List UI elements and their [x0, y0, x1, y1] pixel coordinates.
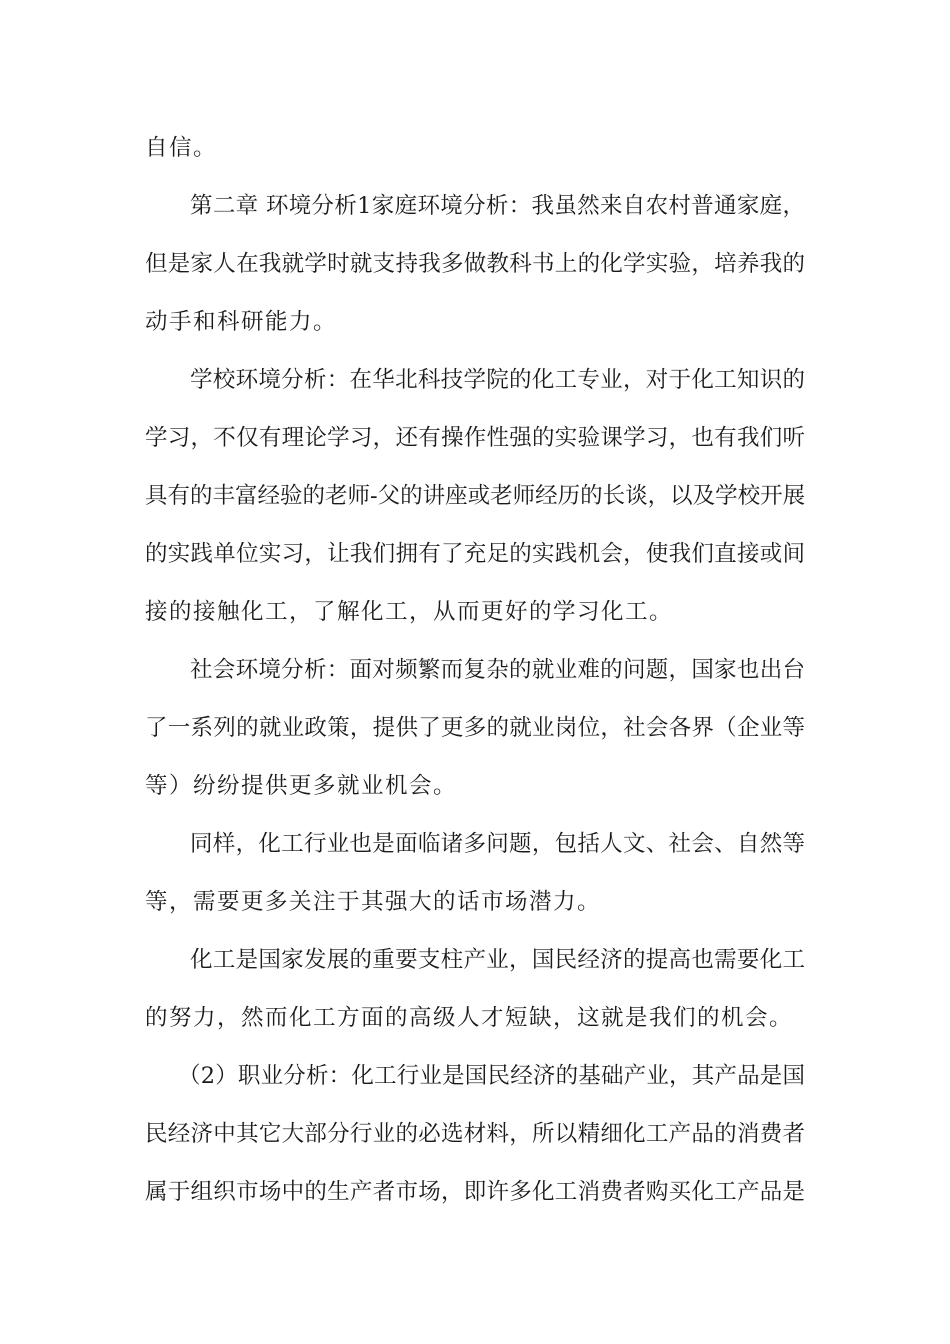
text-line: 具有的丰富经验的老师-父的讲座或老师经历的长谈，以及学校开展 [145, 483, 806, 509]
text-line: 化工是国家发展的重要支柱产业，国民经济的提高也需要化工 [190, 947, 805, 973]
text-line: 学校环境分析：在华北科技学院的化工专业，对于化工知识的 [190, 367, 805, 393]
text-line: 等，需要更多关注于其强大的话市场潜力。 [145, 889, 602, 915]
text-line: 等）纷纷提供更多就业机会。 [145, 773, 458, 799]
text-line: 动手和科研能力。 [145, 309, 338, 335]
text-line: （2）职业分析：化工行业是国民经济的基础产业，其产品是国 [178, 1063, 805, 1089]
text-line: 但是家人在我就学时就支持我多做教科书上的化学实验，培养我的 [145, 251, 805, 277]
text-line: 的努力，然而化工方面的高级人才短缺，这就是我们的机会。 [145, 1005, 794, 1031]
text-line: 社会环境分析：面对频繁而复杂的就业难的问题，国家也出台 [190, 657, 805, 683]
text-line: 属于组织市场中的生产者市场，即许多化工消费者购买化工产品是 [145, 1179, 805, 1205]
text-line: 学习，不仅有理论学习，还有操作性强的实验课学习，也有我们听 [145, 425, 805, 451]
text-line: 自信。 [145, 135, 218, 161]
text-line: 接的接触化工，了解化工，从而更好的学习化工。 [145, 599, 674, 625]
text-line: 了一系列的就业政策，提供了更多的就业岗位，社会各界（企业等 [145, 715, 805, 741]
text-line: 同样，化工行业也是面临诸多问题，包括人文、社会、自然等 [190, 831, 805, 857]
text-line: 的实践单位实习，让我们拥有了充足的实践机会，使我们直接或间 [145, 541, 805, 567]
text-line: 民经济中其它大部分行业的必选材料，所以精细化工产品的消费者 [145, 1121, 805, 1147]
text-line: 第二章 环境分析1家庭环境分析：我虽然来自农村普通家庭， [190, 193, 805, 219]
